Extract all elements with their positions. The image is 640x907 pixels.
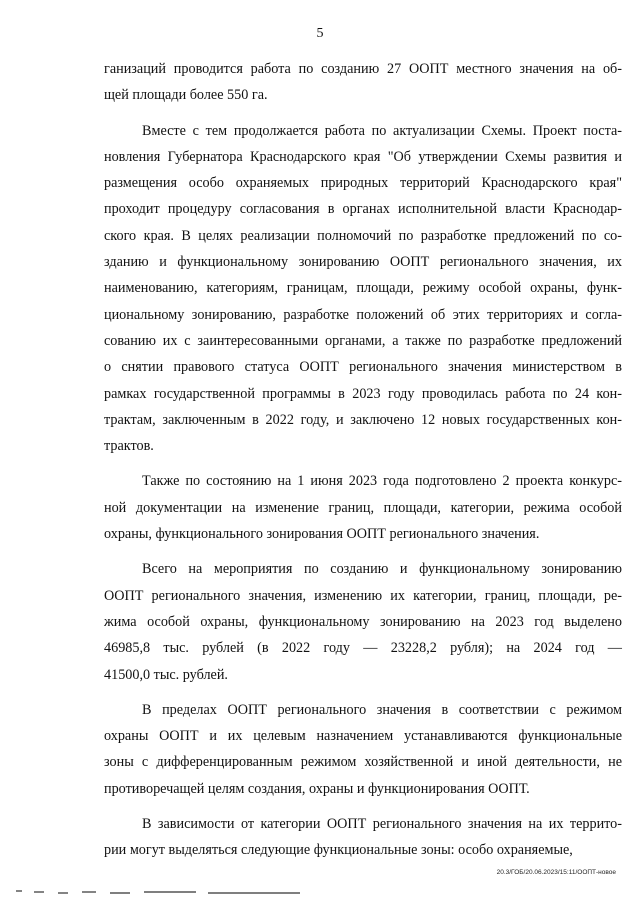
page-number: 5 <box>316 26 324 41</box>
footer-code: 20.3/ГОБ/20.06.2023/15:11/ООПТ-новое <box>496 869 616 876</box>
text-line: жима особой охраны, функциональному зонированию на 2023 год выделено <box>104 613 622 630</box>
text-line: Всего на мероприятия по созданию и функциональному зонированию <box>142 561 622 578</box>
text-line: ной документации на изменение границ, площади, категории, режима особой <box>104 499 622 516</box>
paragraph <box>104 811 622 864</box>
text-line: циональному зонированию, разработке положений об этих территориях и согла- <box>104 306 622 323</box>
paragraph <box>104 697 622 802</box>
text-line: трактам, заключенным в 2022 году, и заключено 12 новых государственных кон- <box>104 411 622 428</box>
scan-edge-marks <box>0 877 640 907</box>
text-line: рии могут выделяться следующие функциональные зоны: особо охраняемые, <box>104 842 573 859</box>
paragraph <box>104 556 622 687</box>
text-line: В зависимости от категории ООПТ регионального значения на их террито- <box>142 816 622 833</box>
text-line: Также по состоянию на 1 июня 2023 года подготовлено 2 проекта конкурс- <box>142 473 622 490</box>
text-line: зданию и функциональному зонированию ООПТ регионального значения, их <box>104 254 622 271</box>
text-line: В пределах ООПТ регионального значения в соответствии с режимом <box>142 701 622 718</box>
text-line: новления Губернатора Краснодарского края "Об утверждении Схемы развития и <box>104 148 622 165</box>
paragraph <box>104 468 622 547</box>
text-line: зоны с дифференцированным режимом хозяйственной и иной деятельности, не <box>104 754 622 771</box>
paragraph <box>104 118 622 460</box>
text-line: ООПТ регионального значения, изменению их категории, границ, площади, ре- <box>104 587 622 604</box>
text-line: рамках государственной программы в 2023 году проводилась работа по 24 кон- <box>104 385 622 402</box>
text-line: ского края. В целях реализации полномочий по разработке предложений по со- <box>104 227 622 244</box>
text-line: размещения особо охраняемых природных территорий Краснодарского края" <box>104 175 622 192</box>
text-line: охраны ООПТ и их целевым назначением устанавливаются функциональные <box>104 728 622 745</box>
text-line: ганизаций проводится работа по созданию 27 ООПТ местного значения на об- <box>104 61 622 77</box>
body-text <box>104 56 622 864</box>
text-line: 46985,8 тыс. рублей (в 2022 году — 23228,2 рубля); на 2024 год — <box>104 640 622 657</box>
text-line: щей площади более 550 га. <box>104 87 268 104</box>
text-line: 41500,0 тыс. рублей. <box>104 666 228 683</box>
text-line: трактов. <box>104 438 154 455</box>
paragraph <box>104 56 622 109</box>
text-line: Вместе с тем продолжается работа по актуализации Схемы. Проект поста- <box>142 122 622 139</box>
text-line: проходит процедуру согласования в органах исполнительной власти Краснодар- <box>104 201 622 218</box>
text-line: противоречащей целям создания, охраны и функционирования ООПТ. <box>104 780 530 797</box>
text-line: наименованию, категориям, границам, площади, режиму особой охраны, функ- <box>104 280 622 297</box>
text-line: охраны, функционального зонирования ООПТ регионального значения. <box>104 526 540 543</box>
text-line: о снятии правового статуса ООПТ регионального значения министерством в <box>104 359 622 376</box>
text-line: сованию их с заинтересованными органами, а также по разработке предложений <box>104 332 622 349</box>
